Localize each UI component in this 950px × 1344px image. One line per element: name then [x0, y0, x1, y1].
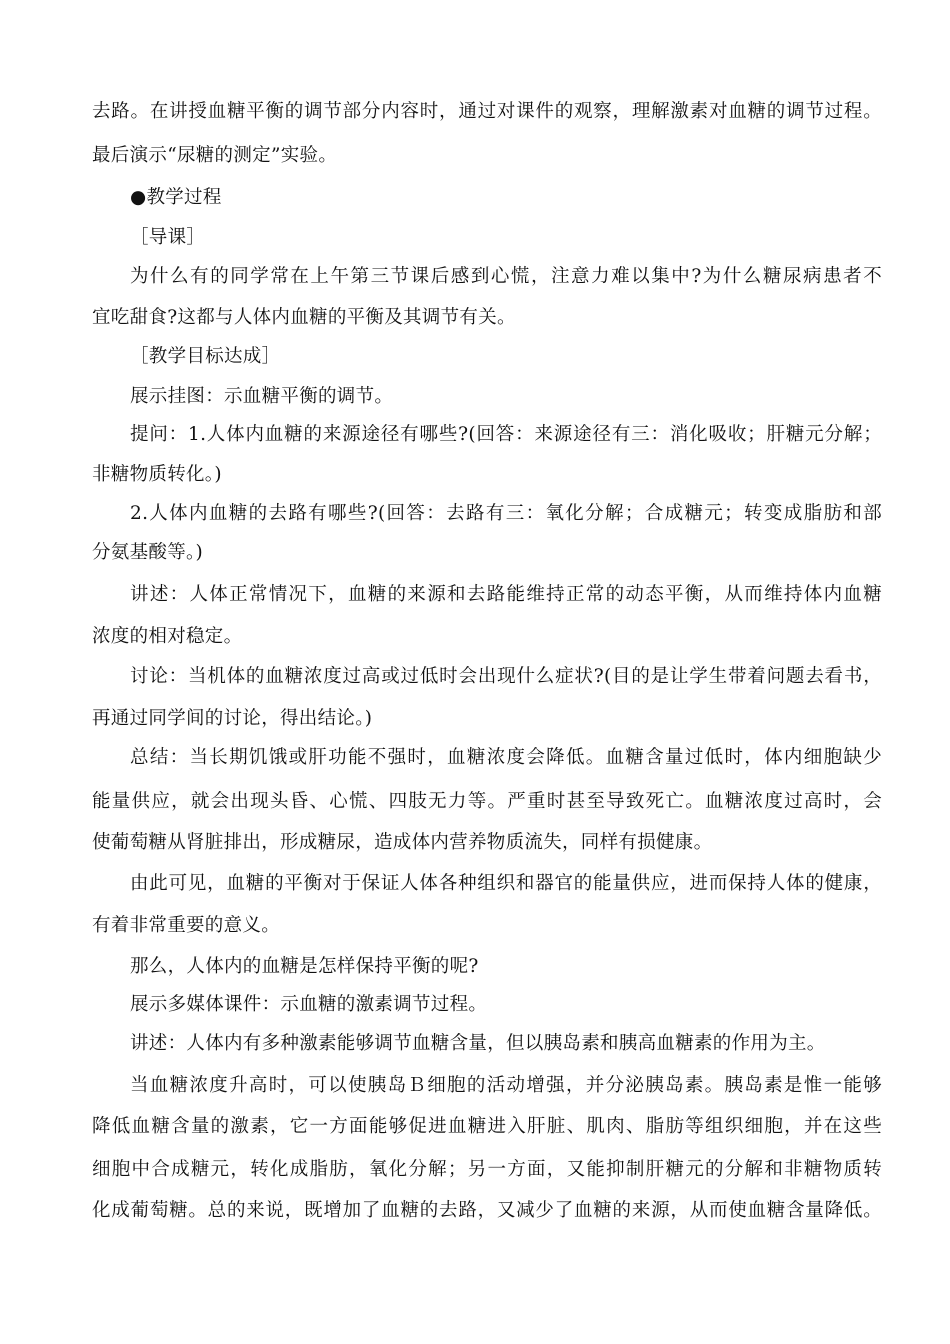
text-line: 提问：1.人体内血糖的来源途径有哪些?(回答：来源途径有三：消化吸收；肝糖元分解； — [130, 424, 882, 445]
text-line: 分氨基酸等。) — [92, 542, 204, 563]
text-line: 讲述：人体内有多种激素能够调节血糖含量，但以胰岛素和胰高血糖素的作用为主。 — [130, 1033, 826, 1054]
text-line: 化成葡萄糖。总的来说，既增加了血糖的去路，又减少了血糖的来源，从而使血糖含量降低。 — [92, 1200, 882, 1221]
text-line: 再通过同学间的讨论，得出结论。) — [92, 708, 373, 729]
text-line: 浓度的相对稳定。 — [92, 626, 243, 647]
text-line: 总结：当长期饥饿或肝功能不强时，血糖浓度会降低。血糖含量过低时，体内细胞缺少 — [130, 747, 882, 768]
text-line: 有着非常重要的意义。 — [92, 915, 281, 936]
subsection-heading: ［导课］ — [130, 227, 206, 248]
text-line: 由此可见，血糖的平衡对于保证人体各种组织和器官的能量供应，进而保持人体的健康， — [130, 873, 882, 894]
subsection-heading: ［教学目标达成］ — [130, 346, 281, 367]
section-heading: ●教学过程 — [130, 187, 222, 208]
text-line: 去路。在讲授血糖平衡的调节部分内容时，通过对课件的观察，理解激素对血糖的调节过程。 — [92, 101, 882, 122]
text-line: 展示多媒体课件：示血糖的激素调节过程。 — [130, 994, 488, 1015]
text-line: 讲述：人体正常情况下，血糖的来源和去路能维持正常的动态平衡，从而维持体内血糖 — [130, 584, 882, 605]
text-line: 那么，人体内的血糖是怎样保持平衡的呢? — [130, 956, 479, 977]
text-line: 宜吃甜食?这都与人体内血糖的平衡及其调节有关。 — [92, 307, 516, 328]
text-line: 降低血糖含量的激素，它一方面能够促进血糖进入肝脏、肌肉、脂肪等组织细胞，并在这些 — [92, 1116, 882, 1137]
text-line: 能量供应，就会出现头昏、心慌、四肢无力等。严重时甚至导致死亡。血糖浓度过高时，会 — [92, 791, 882, 812]
text-line: 展示挂图：示血糖平衡的调节。 — [130, 386, 394, 407]
text-line: 当血糖浓度升高时，可以使胰岛Ｂ细胞的活动增强，并分泌胰岛素。胰岛素是惟一能够 — [130, 1075, 882, 1096]
text-line: 2.人体内血糖的去路有哪些?(回答：去路有三：氧化分解；合成糖元；转变成脂肪和部 — [130, 503, 882, 524]
text-line: 为什么有的同学常在上午第三节课后感到心慌，注意力难以集中?为什么糖尿病患者不 — [130, 266, 882, 287]
text-line: 讨论：当机体的血糖浓度过高或过低时会出现什么症状?(目的是让学生带着问题去看书， — [130, 666, 882, 687]
text-line: 最后演示“尿糖的测定”实验。 — [92, 145, 338, 166]
text-line: 细胞中合成糖元，转化成脂肪，氧化分解；另一方面，又能抑制肝糖元的分解和非糖物质转 — [92, 1159, 882, 1180]
text-line: 使葡萄糖从肾脏排出，形成糖尿，造成体内营养物质流失，同样有损健康。 — [92, 832, 713, 853]
text-line: 非糖物质转化。) — [92, 464, 222, 485]
